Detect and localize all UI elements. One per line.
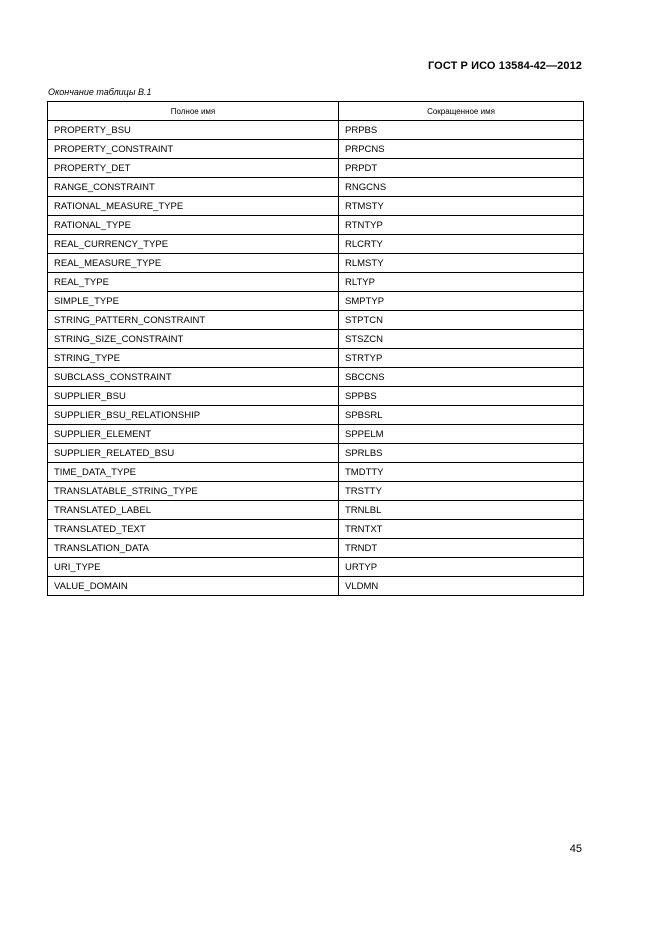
full-name-cell: SUPPLIER_RELATED_BSU <box>48 444 339 463</box>
short-name-cell: SPPELM <box>339 425 584 444</box>
short-name-cell: PRPCNS <box>339 140 584 159</box>
document-header: ГОСТ Р ИСО 13584-42—2012 <box>427 60 582 72</box>
short-name-cell: PRPBS <box>339 121 584 140</box>
full-name-cell: RANGE_CONSTRAINT <box>48 178 339 197</box>
short-name-cell: TRNDT <box>339 539 584 558</box>
table-row <box>48 463 584 482</box>
full-name-cell: PROPERTY_DET <box>48 159 339 178</box>
short-name-cell: SPBSRL <box>339 406 584 425</box>
table-row <box>48 368 584 387</box>
table-row <box>48 311 584 330</box>
table-row <box>48 254 584 273</box>
table-row <box>48 330 584 349</box>
table-row <box>48 444 584 463</box>
page-number: 45 <box>569 843 582 855</box>
full-name-cell: SIMPLE_TYPE <box>48 292 339 311</box>
table-row <box>48 406 584 425</box>
full-name-cell: SUPPLIER_BSU_RELATIONSHIP <box>48 406 339 425</box>
full-name-cell: SUPPLIER_ELEMENT <box>48 425 339 444</box>
full-name-cell: TRANSLATED_LABEL <box>48 501 339 520</box>
short-name-cell: VLDMN <box>339 577 584 596</box>
column-header-short-name: Сокращенное имя <box>339 102 584 121</box>
short-name-cell: PRPDT <box>339 159 584 178</box>
full-name-cell: RATIONAL_TYPE <box>48 216 339 235</box>
short-name-cell: TMDTTY <box>339 463 584 482</box>
table <box>47 101 584 596</box>
full-name-cell: URI_TYPE <box>48 558 339 577</box>
short-name-cell: RTNTYP <box>339 216 584 235</box>
table-row <box>48 349 584 368</box>
column-header-full-name: Полное имя <box>48 102 339 121</box>
short-name-cell: RTMSTY <box>339 197 584 216</box>
table-caption: Окончание таблицы В.1 <box>48 87 152 97</box>
full-name-cell: REAL_TYPE <box>48 273 339 292</box>
short-name-cell: SPPBS <box>339 387 584 406</box>
short-name-cell: SMPTYP <box>339 292 584 311</box>
full-name-cell: VALUE_DOMAIN <box>48 577 339 596</box>
table-row <box>48 159 584 178</box>
short-name-cell: RNGCNS <box>339 178 584 197</box>
full-name-cell: STRING_TYPE <box>48 349 339 368</box>
table-row <box>48 482 584 501</box>
full-name-cell: TRANSLATION_DATA <box>48 539 339 558</box>
short-name-cell: TRNTXT <box>339 520 584 539</box>
table-body <box>48 121 584 596</box>
table-row <box>48 216 584 235</box>
table-row <box>48 140 584 159</box>
full-name-cell: SUBCLASS_CONSTRAINT <box>48 368 339 387</box>
full-name-cell: TIME_DATA_TYPE <box>48 463 339 482</box>
full-name-cell: TRANSLATABLE_STRING_TYPE <box>48 482 339 501</box>
table-row <box>48 520 584 539</box>
table-row <box>48 292 584 311</box>
table-header-row <box>48 102 584 121</box>
short-name-cell: STPTCN <box>339 311 584 330</box>
full-name-cell: REAL_CURRENCY_TYPE <box>48 235 339 254</box>
full-name-cell: PROPERTY_BSU <box>48 121 339 140</box>
table-row <box>48 273 584 292</box>
table-row <box>48 197 584 216</box>
short-name-cell: SPRLBS <box>339 444 584 463</box>
short-name-cell: URTYP <box>339 558 584 577</box>
full-name-cell: STRING_SIZE_CONSTRAINT <box>48 330 339 349</box>
table-row <box>48 387 584 406</box>
short-name-cell: TRNLBL <box>339 501 584 520</box>
short-name-cell: TRSTTY <box>339 482 584 501</box>
full-name-cell: SUPPLIER_BSU <box>48 387 339 406</box>
table-row <box>48 558 584 577</box>
short-name-cell: SBCCNS <box>339 368 584 387</box>
table-row <box>48 577 584 596</box>
full-name-cell: PROPERTY_CONSTRAINT <box>48 140 339 159</box>
full-name-cell: RATIONAL_MEASURE_TYPE <box>48 197 339 216</box>
abbreviation-table <box>47 101 583 596</box>
short-name-cell: STSZCN <box>339 330 584 349</box>
full-name-cell: REAL_MEASURE_TYPE <box>48 254 339 273</box>
short-name-cell: RLMSTY <box>339 254 584 273</box>
full-name-cell: TRANSLATED_TEXT <box>48 520 339 539</box>
table-row <box>48 425 584 444</box>
table-row <box>48 235 584 254</box>
short-name-cell: STRTYP <box>339 349 584 368</box>
short-name-cell: RLTYP <box>339 273 584 292</box>
table-row <box>48 178 584 197</box>
table-row <box>48 501 584 520</box>
table-row <box>48 539 584 558</box>
table-row <box>48 121 584 140</box>
short-name-cell: RLCRTY <box>339 235 584 254</box>
full-name-cell: STRING_PATTERN_CONSTRAINT <box>48 311 339 330</box>
